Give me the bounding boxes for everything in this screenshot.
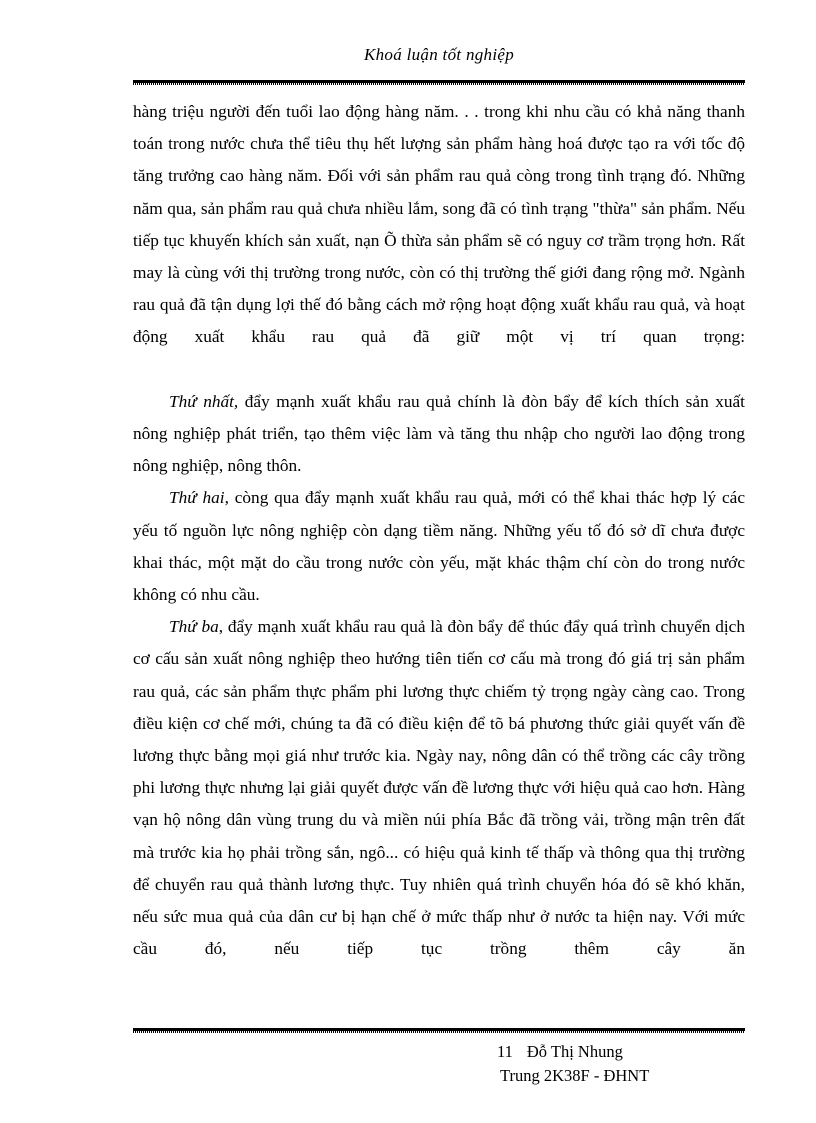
paragraph-lead-phrase: Thứ ba — [169, 617, 219, 637]
paragraph-text: , còng qua đẩy mạnh xuất khẩu rau quả, mới có thể khai thác hợp lý các yếu tố nguồn lực nông nghiệp còn dạng tiềm năng. Những yếu tố đó sở dĩ chưa được khai thác, một mặt do cầu trong nước còn yếu, mặt khác thậm chí còn do trong nước không có nhu cầu. — [133, 488, 745, 605]
paragraph-text: hàng triệu người đến tuổi lao động hàng năm. . . trong khi nhu cầu có khả năng thanh toán trong nước chưa thể tiêu thụ hết lượng sản phẩm hàng hoá được tạo ra với tốc độ tăng trưởng cao hàng năm. Đối với sản phẩm rau quả còng trong tình trạng đó. Những năm qua, sản phẩm rau quả chưa nhiều lắm, song đã có tình trạng "thừa" sản phẩm. Nếu tiếp tục khuyến khích sản xuất, nạn Õ thừa sản phẩm sẽ có nguy cơ trầm trọng hơn. Rất may là cùng với thị trường trong nước, còn có thị trường thế giới đang rộng mở. Ngành rau quả đã tận dụng lợi thế đó bằng cách mở rộng hoạt động xuất khẩu rau quả, và hoạt động xuất khẩu rau quả đã giữ một vị trí quan trọng: — [133, 102, 745, 347]
footer-primary-line — [497, 1040, 623, 1064]
header-divider-thin-line — [133, 83, 745, 85]
body-text-block — [133, 96, 745, 998]
footer-divider-rule — [133, 1028, 745, 1033]
footer-author-name: Đỗ Thị Nhung — [526, 1042, 623, 1061]
paragraph-lead-phrase: Thứ nhất, — [169, 391, 239, 411]
body-paragraph — [133, 96, 745, 386]
body-paragraph — [133, 611, 745, 997]
header-divider-rule — [133, 80, 745, 85]
page-number: 11 — [497, 1042, 513, 1061]
body-paragraph — [133, 386, 745, 483]
paragraph-lead-phrase: Thứ hai — [169, 488, 225, 508]
footer-divider-thin-line — [133, 1031, 745, 1033]
body-paragraph — [133, 482, 745, 611]
footer-affiliation: Trung 2K38F - ĐHNT — [500, 1066, 650, 1085]
paragraph-text: đẩy mạnh xuất khẩu rau quả chính là đòn bẩy để kích thích sản xuất nông nghiệp phát triển, tạo thêm việc làm và tăng thu nhập cho người lao động trong nông nghiệp, nông thôn. — [133, 391, 745, 476]
running-header-title: Khoá luận tốt nghiệp — [363, 45, 515, 64]
paragraph-text: , đẩy mạnh xuất khẩu rau quả là đòn bẩy để thúc đẩy quá trình chuyển dịch cơ cấu sản xuất nông nghiệp theo hướng tiên tiến cơ cấu mà trong đó giá trị sản phẩm rau quả, các sản phẩm thực phẩm phi lương thực chiếm tỷ trọng ngày càng cao. Trong điều kiện cơ chế mới, chúng ta đã có điều kiện để tõ bá phương thức giải quyết vấn đề lương thực bằng mọi giá như trước kia. Ngày nay, nông dân có thể trồng các cây trồng phi lương thực nhưng lại giải quyết được vấn đề lương thực với hiệu quả cao hơn. Hàng vạn hộ nông dân vùng trung du và miền núi phía Bắc đã trồng vải, trồng mận trên đất mà trước kia họ phải trồng sắn, ngô... có hiệu quả kinh tế thấp và thông qua thị trường để chuyển rau quả thành lương thực. Tuy nhiên quá trình chuyển hóa đó sẽ khó khăn, nếu sức mua quả của dân cư bị hạn chế ở mức thấp như ở nước ta hiện nay. Với mức cầu đó, nếu tiếp tục trồng thêm cây ăn — [133, 617, 745, 959]
